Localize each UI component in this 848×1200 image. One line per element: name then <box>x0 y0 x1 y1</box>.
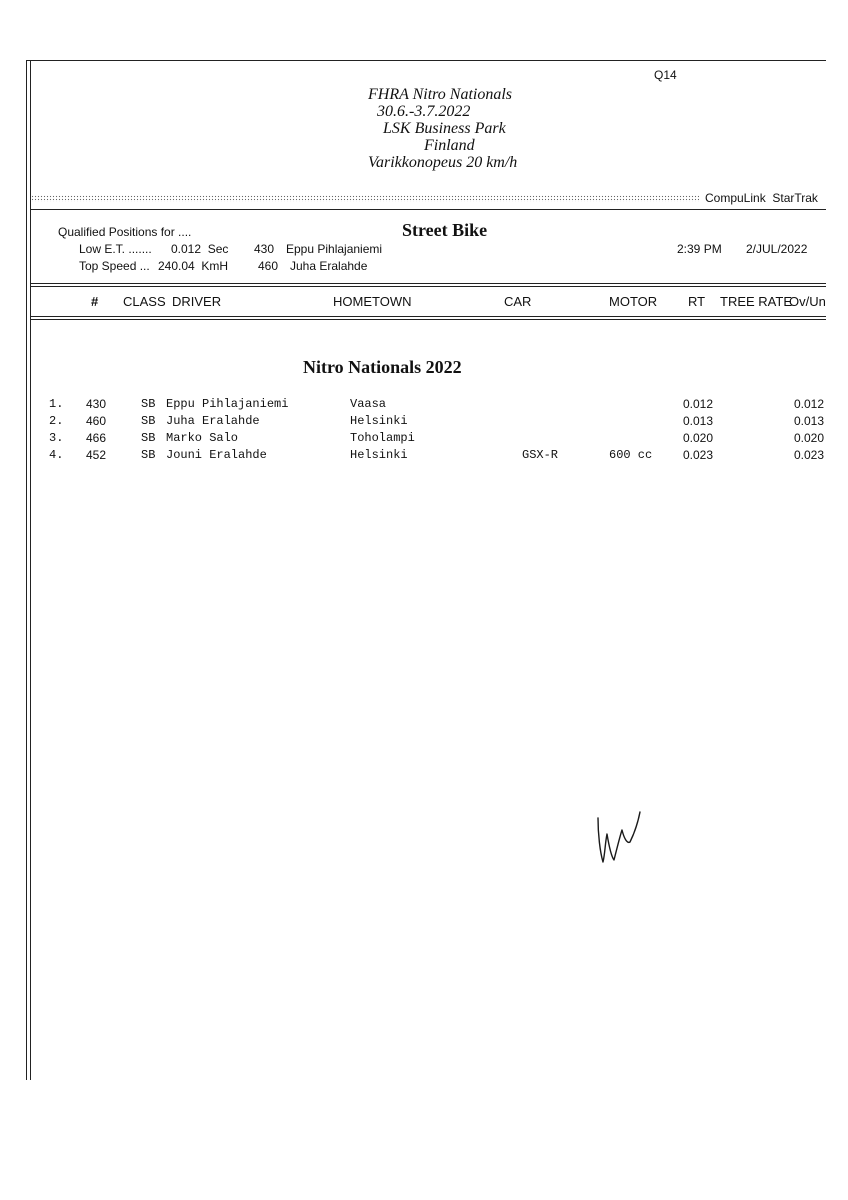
row-class: SB <box>141 397 156 411</box>
row-number: 452 <box>86 448 107 462</box>
table-row <box>0 414 848 431</box>
top-speed-value: 240.04 KmH <box>158 259 229 273</box>
col-driver: DRIVER <box>172 294 222 309</box>
row-car: GSX-R <box>522 448 559 462</box>
col-rt: RT <box>688 294 706 309</box>
table-row <box>0 448 848 465</box>
class-title: Street Bike <box>402 220 488 240</box>
row-number: 430 <box>86 397 107 411</box>
row-class: SB <box>141 448 156 462</box>
row-ov-un: 0.020 <box>794 431 825 445</box>
col-motor: MOTOR <box>609 294 658 309</box>
top-speed-label: Top Speed ... <box>79 259 150 273</box>
report-date: 2/JUL/2022 <box>746 242 808 256</box>
row-motor: 600 cc <box>609 448 653 462</box>
row-ov-un: 0.013 <box>794 414 825 428</box>
col-ov-un: Ov/Un <box>789 294 826 309</box>
row-position: 4. <box>49 448 64 462</box>
banner-rule <box>30 209 826 210</box>
row-rt: 0.023 <box>683 448 714 462</box>
header-rule-top-1 <box>30 283 826 284</box>
event-country: Finland <box>424 137 475 154</box>
row-position: 1. <box>49 397 64 411</box>
header-rule-top-2 <box>30 286 826 287</box>
left-border-outer <box>26 60 27 1080</box>
col-car: CAR <box>504 294 532 309</box>
row-driver: Jouni Eralahde <box>166 448 267 462</box>
handwritten-signature <box>592 804 652 874</box>
col-tree-rate: TREE RATE <box>720 294 792 309</box>
row-hometown: Helsinki <box>350 448 408 462</box>
row-hometown: Helsinki <box>350 414 408 428</box>
top-speed-number: 460 <box>258 259 279 273</box>
row-hometown: Toholampi <box>350 431 415 445</box>
col-class: CLASS <box>123 294 166 309</box>
qualified-heading: Qualified Positions for .... <box>58 225 192 239</box>
row-rt: 0.013 <box>683 414 714 428</box>
header-rule-bottom-2 <box>30 319 826 320</box>
row-position: 2. <box>49 414 64 428</box>
left-border-inner <box>30 60 31 1080</box>
report-id: Q14 <box>654 68 677 82</box>
report-time: 2:39 PM <box>677 242 722 256</box>
header-rule-bottom-1 <box>30 316 826 317</box>
row-driver: Eppu Pihlajaniemi <box>166 397 289 411</box>
table-row <box>0 397 848 414</box>
low-et-value: 0.012 Sec <box>171 242 229 256</box>
row-number: 460 <box>86 414 107 428</box>
low-et-number: 430 <box>254 242 275 256</box>
col-num: # <box>91 294 99 309</box>
low-et-label: Low E.T. ....... <box>79 242 152 256</box>
top-speed-driver: Juha Eralahde <box>290 259 368 273</box>
row-rt: 0.020 <box>683 431 714 445</box>
row-hometown: Vaasa <box>350 397 387 411</box>
row-driver: Juha Eralahde <box>166 414 260 428</box>
system-name: CompuLink StarTrak <box>705 191 818 205</box>
row-ov-un: 0.023 <box>794 448 825 462</box>
event-dates: 30.6.-3.7.2022 <box>377 103 471 120</box>
col-hometown: HOMETOWN <box>333 294 412 309</box>
event-name: FHRA Nitro Nationals <box>368 86 513 103</box>
low-et-driver: Eppu Pihlajaniemi <box>286 242 383 256</box>
row-number: 466 <box>86 431 107 445</box>
event-pit-speed: Varikkonopeus 20 km/h <box>368 154 518 171</box>
table-row <box>0 431 848 448</box>
row-driver: Marko Salo <box>166 431 239 445</box>
dotted-banner <box>31 195 699 202</box>
top-border <box>26 60 826 61</box>
row-ov-un: 0.012 <box>794 397 825 411</box>
row-class: SB <box>141 414 156 428</box>
row-rt: 0.012 <box>683 397 714 411</box>
event-venue: LSK Business Park <box>383 120 506 137</box>
row-class: SB <box>141 431 156 445</box>
section-title: Nitro Nationals 2022 <box>303 357 462 377</box>
row-position: 3. <box>49 431 64 445</box>
